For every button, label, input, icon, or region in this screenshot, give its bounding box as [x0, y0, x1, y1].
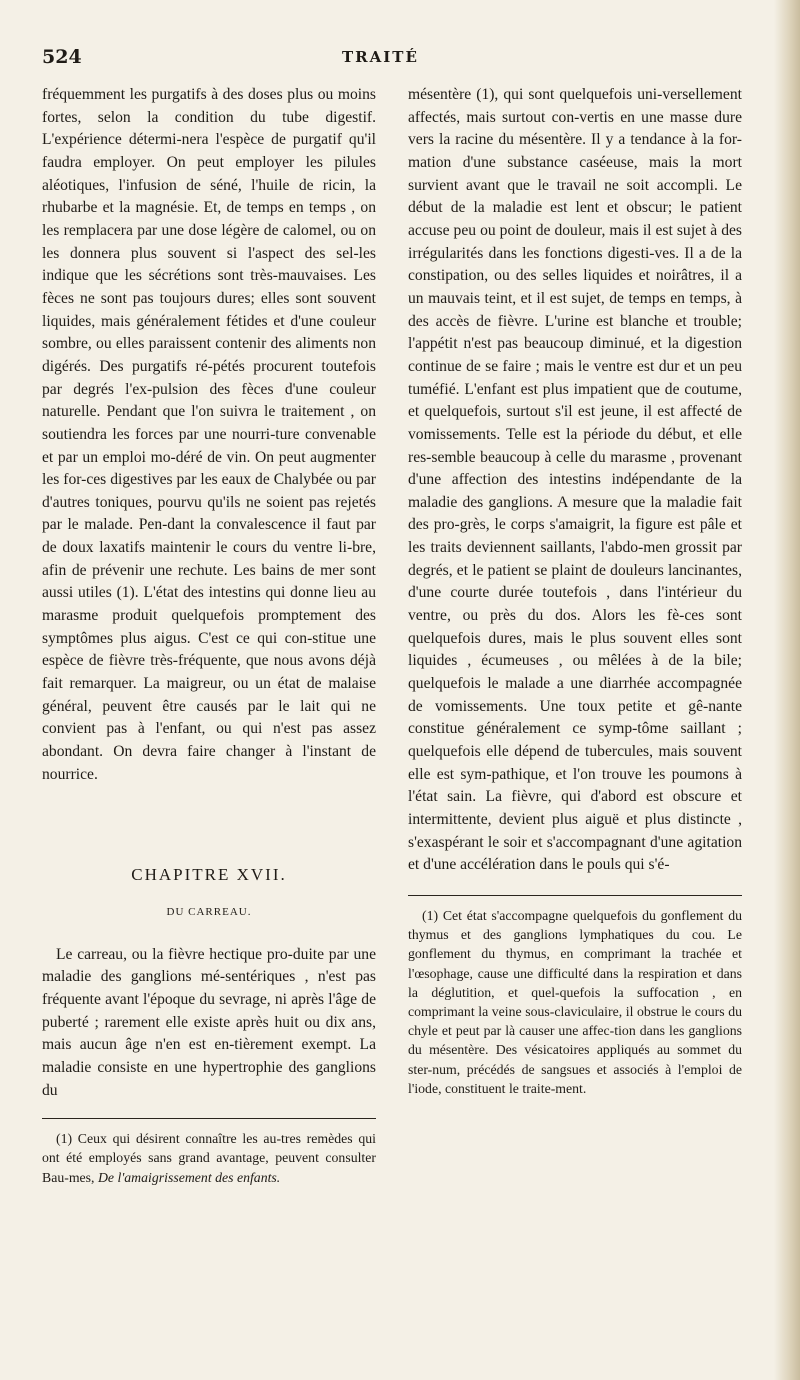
page-edge-shadow: [774, 0, 800, 1380]
footnote-rule-right: [408, 895, 742, 896]
right-column: [408, 84, 742, 1098]
footnote-left-title: De l'amaigrissement des enfants.: [97, 1169, 281, 1185]
footnote-left-text: (1) Ceux qui désirent connaître les au-tres remèdes qui ont été employés sans grand avantage, peuvent consulter Bau-mes,: [42, 1131, 376, 1185]
chapter-title: CHAPITRE XVII.: [131, 865, 287, 885]
left-column: [42, 84, 376, 1187]
page-header: [42, 46, 742, 76]
chapter-subtitle: DU CARREAU.: [166, 906, 252, 918]
page-number: 524: [42, 46, 82, 68]
footnote-right: (1) Cet état s'accompagne quelquefois du gonflement du thymus et des ganglions lymphatiques du cou. Le gonflement du thymus, en comprimant la trachée et l'œsophage, cause une difficulté dans la respiration et dans la déglutition, et quel-quefois la suffocation , en comprimant la veine sous-claviculaire, il obstrue le cours du chyle et peut par là causer une affec-tion dans les ganglions du mésentère. Des vésicatoires appliqués au sommet du ster-num, précédés de sangsues et associés à l'emploi de l'iode, constituent le traite-ment.: [408, 907, 742, 1096]
running-title: TRAITÉ: [342, 48, 419, 66]
paragraph-carreau: Le carreau, ou la fièvre hectique pro-duite par une maladie des ganglions mé-sentériques , n'est pas fréquente avant l'époque du sevrage, ni après l'âge de puberté ; rarement elle existe après huit ou dix ans, mais aucun âge n'en est en-tièrement exempt. La maladie consiste en une hypertrophie des ganglions du: [42, 945, 376, 1099]
footnote-rule: [42, 1118, 376, 1119]
paragraph-purgatifs: fréquemment les purgatifs à des doses plus ou moins fortes, selon la condition du tube digestif. L'expérience détermi-nera l'espèce de purgatif qu'il faudra employer. On peut employer les pilules aléotiques, l'infusion de séné, l'huile de ricin, la rhubarbe et la magnésie. Et, de temps en temps , on les remplacera par une dose légère de calomel, ou on les donnera plus souvent si l'aspect des sel-les indique que les sécrétions sont très-mauvaises. Les fèces ne sont pas toujours dures; elles sont souvent liquides, mais généralement fétides et d'une couleur sombre, ou elles paraissent contenir des aliments non digérés. Des purgatifs ré-pétés procurent toutefois par degrés l'ex-pulsion des fèces d'une couleur naturelle. Pendant que l'on suivra le traitement , on soutiendra les forces par une nourri-ture convenable et par un emploi mo-déré de vin. On peut augmenter les for-ces digestives par les eaux de Chalybée ou par d'autres toniques, pourvu qu'ils ne soient pas rejetés par le malade. Pen-dant la convalescence il faut par de doux laxatifs maintenir le cours du ventre li-bre, afin de prévenir une rechute. Les bains de mer sont aussi utiles (1). L'état des intestins qui donne lieu au marasme produit quelquefois promptement des symptômes plus aigus. C'est ce qui con-stitue une espèce de fièvre très-fréquente, que nous avons déjà fait remarquer. La maigreur, ou un état de malaise général, peuvent être causés par le lait qui ne convient pas à l'enfant, ou qui n'est pas assez abondant. On devra faire changer à l'instant de nourrice.: [42, 86, 376, 783]
paragraph-mesentere: mésentère (1), qui sont quelquefois uni-versellement affectés, mais surtout con-vertis en une masse dure vers la racine du mésentère. Il y a tendance à la for-mation d'une substance caséeuse, mais la mort survient avant que le travail ne soit accompli. Le début de la maladie est lent et obscur; le patient accuse peu ou point de douleur, mais il est sujet à des irrégularités dans les fonctions digesti-ves. Il a de la constipation, ou des selles liquides et noirâtres, il a un mauvais teint, et il est sujet, de temps en temps, à des accès de fièvre. L'urine est blanche et trouble; l'appétit n'est pas beaucoup diminué, et la digestion continue de se faire ; mais le ventre est dur et un peu tuméfié. L'enfant est plus impatient que de coutume, et quelquefois, surtout s'il est jeune, il est affecté de vomissements. Telle est la période du début, et elle res-semble beaucoup à celle du marasme , provenant d'une affection des intestins indépendante de la maladie des ganglions. A mesure que la maladie fait des pro-grès, le corps s'amaigrit, la figure est pâle et les traits deviennent saillants, l'abdo-men grossit par degrés, et le patient se plaint de douleurs lancinantes, d'une courte durée toutefois , dans l'intérieur du ventre, ou près du dos. Alors les fè-ces sont quelquefois dures, mais le plus souvent elles sont liquides , écumeuses , ou mêlées à de la bile; quelquefois le malade a une diarrhée accompagnée de vomissements. Une toux petite et gê-nante constitue généralement ce symp-tôme saillant ; quelquefois elle dépend de tubercules, mais souvent elle est sym-pathique, et l'on trouve les poumons à l'état sain. La fièvre, qui d'abord est obscure et intermittente, devient plus aiguë et plus distincte , s'exaspérant le soir et s'accompagnant d'une agitation et d'une accélération dans le pouls qui s'é-: [408, 86, 742, 874]
footnote-left: [42, 1129, 376, 1187]
